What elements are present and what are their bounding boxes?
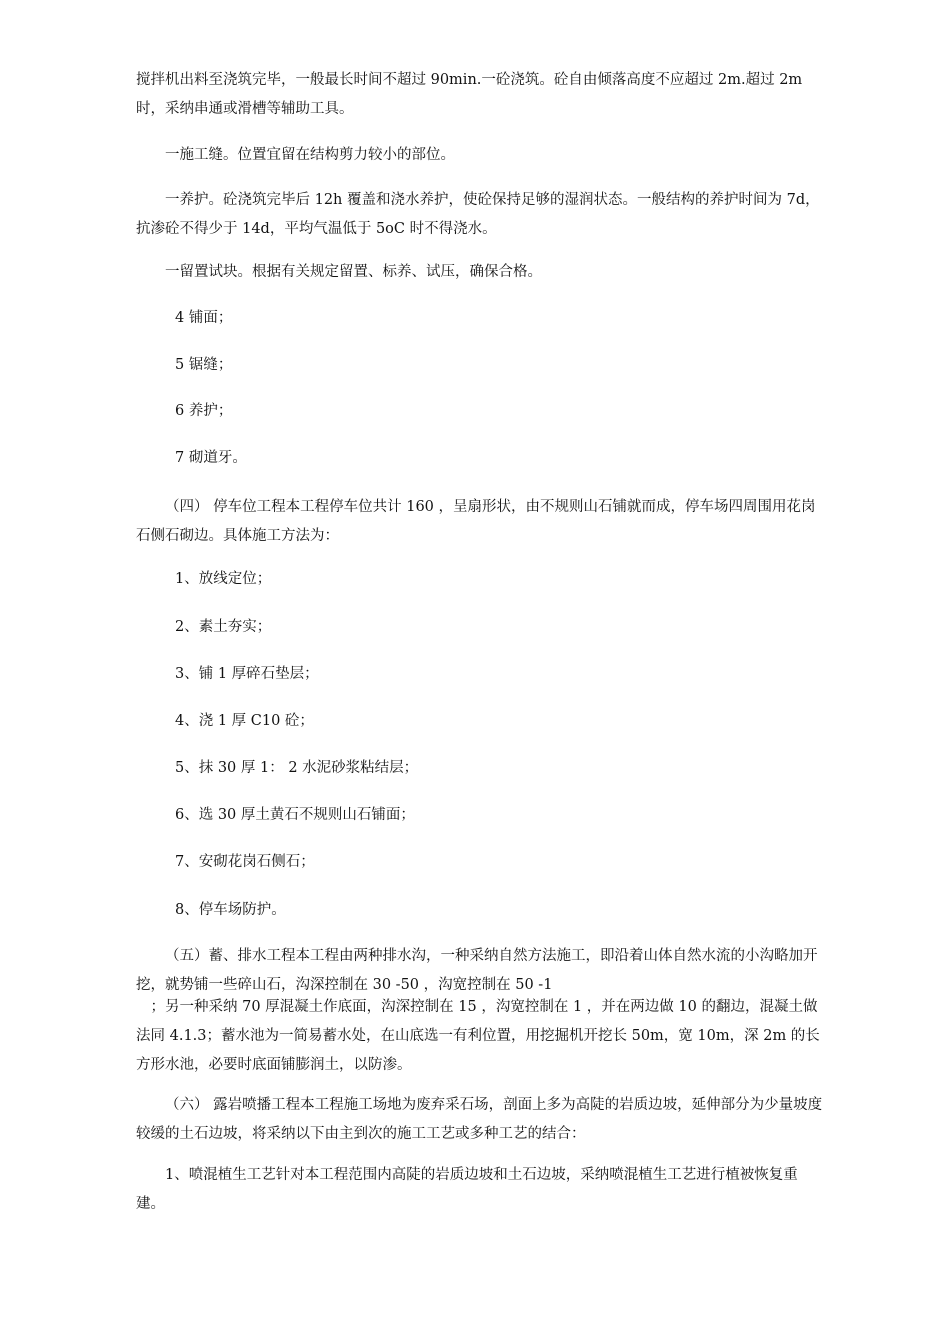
parking-step-1: 1、放线定位； [175,571,272,587]
parking-step-7: 7、安砌花岗石侧石； [175,854,315,870]
parking-step-2: 2、素土夯实； [175,619,272,635]
parking-step-4: 4、浇 1 厚 C10 砼； [175,713,314,729]
parking-step-6: 6、选 30 厚土黄石不规则山石铺面； [175,807,415,823]
step-curing: 6 养护； [175,403,233,419]
drainage-section-line1: （五）蓄、排水工程本工程由两种排水沟，一种采纳自然方法施工，即沿着山体自然水流的小沟略加开挖，就势铺一些碎山石，沟深控制在 30 -50 ，沟宽控制在 50 -1 [136,948,818,993]
step-curb: 7 砌道牙。 [175,450,247,466]
parking-step-5: 5、抹 30 厚 1： 2 水泥砂浆粘结层； [175,760,419,776]
rock-spray-section-intro: （六） 露岩喷播工程本工程施工场地为废弃采石场，剖面上多为高陡的岩质边坡，延伸部分为少量坡度较缓的土石边坡，将采纳以下由主到次的施工工艺或多种工艺的结合： [136,1097,823,1142]
test-block-paragraph: 一留置试块。根据有关规定留置、标养、试压，确保合格。 [165,264,542,280]
rock-spray-item-1: 1、喷混植生工艺针对本工程范围内高陡的岩质边坡和土石边坡，采纳喷混植生工艺进行植被恢复重建。 [136,1167,798,1212]
parking-section-intro: （四） 停车位工程本工程停车位共计 160 ，呈扇形状，由不规则山石铺就而成，停车场四周围用花岗石侧石砌边。具体施工方法为： [136,499,816,544]
curing-paragraph: 一养护。砼浇筑完毕后 12h 覆盖和浇水养护，使砼保持足够的湿润状态。一般结构的养护时间为 7d，抗渗砼不得少于 14d，平均气温低于 5oC 时不得浇水。 [136,192,820,237]
concrete-pouring-paragraph: 搅拌机出料至浇筑完毕，一般最长时间不超过 90min.一砼浇筑。砼自由倾落高度不应超过 2m.超过 2m 时，采纳串通或滑槽等辅助工具。 [136,72,803,117]
step-paving: 4 铺面； [175,310,233,326]
step-saw-joint: 5 锯缝； [175,357,233,373]
drainage-section-line2: ；另一种采纳 70 厚混凝土作底面，沟深控制在 15 ，沟宽控制在 1 ，并在两边做 10 的翻边，混凝土做法同 4.1.3；蓄水池为一简易蓄水处，在山底选一有利位置，用挖掘机开挖长 50m，宽 10m，深 2m 的长方形水池，必要时底面铺膨润土，以防渗。 [136,999,820,1073]
construction-joint-paragraph: 一施工缝。位置宜留在结构剪力较小的部位。 [165,147,455,163]
parking-step-3: 3、铺 1 厚碎石垫层； [175,666,319,682]
parking-step-8: 8、停车场防护。 [175,902,286,918]
